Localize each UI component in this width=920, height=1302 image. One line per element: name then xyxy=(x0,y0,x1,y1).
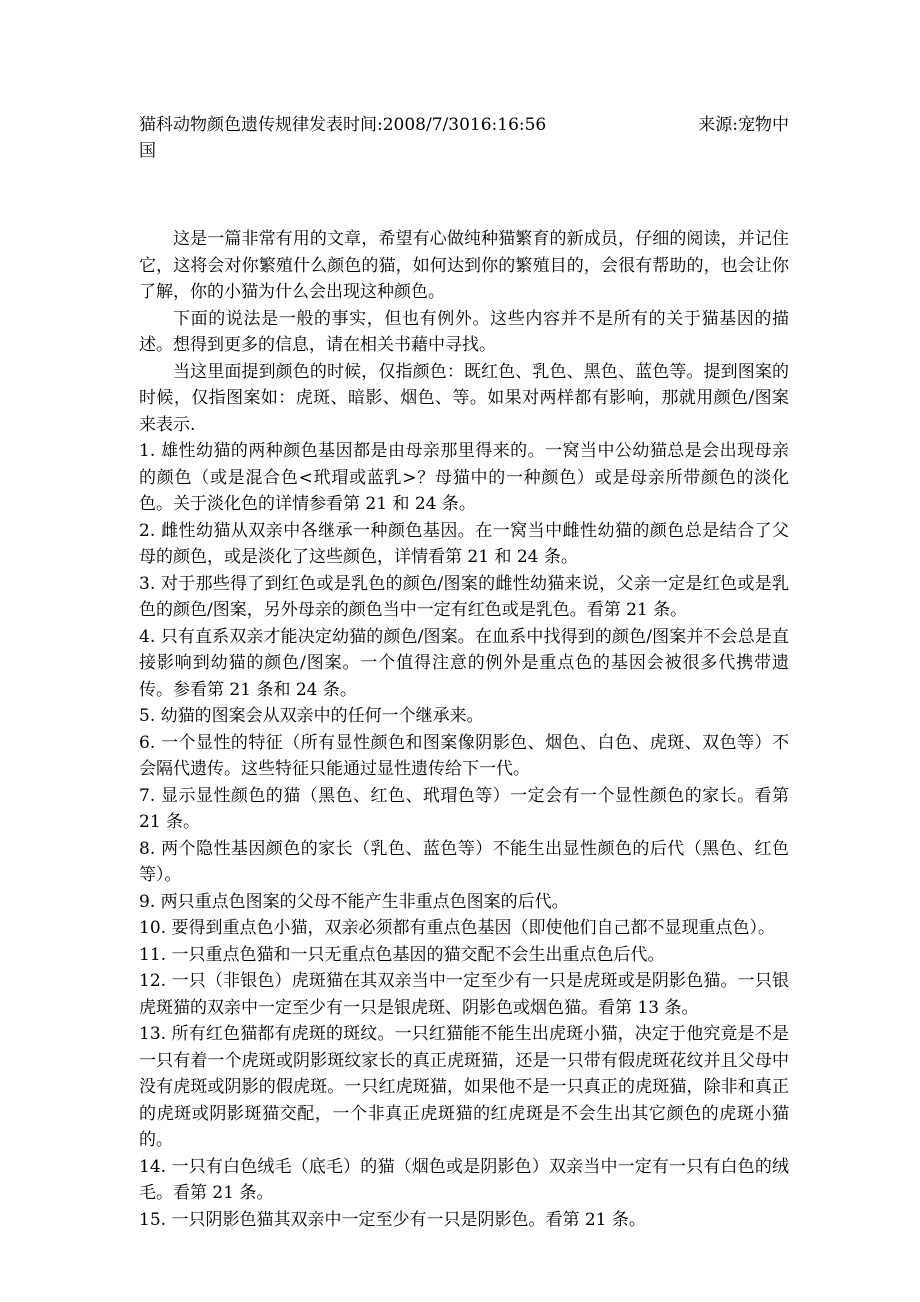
rule-item: 1. 雄性幼猫的两种颜色基因都是由母亲那里得来的。一窝当中公幼猫总是会出现母亲的颜色（或是混合色<玳瑁或蓝乳>？母猫中的一种颜色）或是母亲所带颜色的淡化色。关于淡化色的详情参看第 21 和 24 条。 xyxy=(139,441,789,514)
intro-paragraph: 下面的说法是一般的事实，但也有例外。这些内容并不是所有的关于猫基因的描述。想得到更多的信息，请在相关书藉中寻找。 xyxy=(139,308,789,355)
article-source: 来源:宠物中 xyxy=(698,115,789,135)
rule-item: 9. 两只重点色图案的父母不能产生非重点色图案的后代。 xyxy=(139,891,569,912)
article-body xyxy=(139,226,789,1233)
rule-item: 10. 要得到重点色小猫，双亲必须都有重点色基因（即使他们自己都不显现重点色）。 xyxy=(139,918,775,938)
rule-item: 8. 两个隐性基因颜色的家长（乳色、蓝色等）不能生出显性颜色的后代（黑色、红色等）。 xyxy=(139,838,789,885)
rule-item: 11. 一只重点色猫和一只无重点色基因的猫交配不会生出重点色后代。 xyxy=(139,944,665,965)
rule-item: 14. 一只有白色绒毛（底毛）的猫（烟色或是阴影色）双亲当中一定有一只有白色的绒毛。看第 21 条。 xyxy=(139,1156,789,1203)
header-row xyxy=(139,112,789,138)
rule-item: 7. 显示显性颜色的猫（黑色、红色、玳瑁色等）一定会有一个显性颜色的家长。看第 21 条。 xyxy=(139,785,789,832)
rule-item: 15. 一只阴影色猫其双亲中一定至少有一只是阴影色。看第 21 条。 xyxy=(139,1209,646,1230)
rule-item: 2. 雌性幼猫从双亲中各继承一种颜色基因。在一窝当中雌性幼猫的颜色总是结合了父母的颜色，或是淡化了这些颜色，详情看第 21 和 24 条。 xyxy=(139,520,789,567)
rule-item: 5. 幼猫的图案会从双亲中的任何一个继承来。 xyxy=(139,706,484,726)
article-title: 猫科动物颜色遗传规律发表时间:2008/7/3016:16:56 xyxy=(139,115,547,135)
intro-paragraph: 这是一篇非常有用的文章，希望有心做纯种猫繁育的新成员，仔细的阅读，并记住它，这将会对你繁殖什么颜色的猫，如何达到你的繁殖目的，会很有帮助的，也会让你了解，你的小猫为什么会出现这种颜色。 xyxy=(139,229,789,302)
article-header xyxy=(139,112,789,164)
rule-item: 12. 一只（非银色）虎斑猫在其双亲当中一定至少有一只是虎斑或是阴影色猫。一只银虎斑猫的双亲中一定至少有一只是银虎斑、阴影色或烟色猫。看第 13 条。 xyxy=(139,971,789,1018)
rule-item: 6. 一个显性的特征（所有显性颜色和图案像阴影色、烟色、白色、虎斑、双色等）不会隔代遗传。这些特征只能通过显性遗传给下一代。 xyxy=(139,732,789,779)
rule-item: 4. 只有直系双亲才能决定幼猫的颜色/图案。在血系中找得到的颜色/图案并不会总是直接影响到幼猫的颜色/图案。一个值得注意的例外是重点色的基因会被很多代携带遗传。参看第 21 条和 24 条。 xyxy=(139,626,789,700)
intro-paragraph: 当这里面提到颜色的时候，仅指颜色：既红色、乳色、黑色、蓝色等。提到图案的时候，仅指图案如：虎斑、暗影、烟色、等。如果对两样都有影响，那就用颜色/图案来表示. xyxy=(139,361,789,435)
rule-item: 3. 对于那些得了到红色或是乳色的颜色/图案的雌性幼猫来说，父亲一定是红色或是乳色的颜色/图案，另外母亲的颜色当中一定有红色或是乳色。看第 21 条。 xyxy=(139,573,789,620)
article-source-continued: 国 xyxy=(139,141,156,161)
rule-item: 13. 所有红色猫都有虎斑的斑纹。一只红猫能不能生出虎斑小猫，决定于他究竟是不是一只有着一个虎斑或阴影斑纹家长的真正虎斑猫，还是一只带有假虎斑花纹并且父母中没有虎斑或阴影的假虎斑。一只红虎斑猫，如果他不是一只真正的虎斑猫，除非和真正的虎斑或阴影斑猫交配，一个非真正虎斑猫的红虎斑是不会生出其它颜色的虎斑小猫的。 xyxy=(139,1024,789,1150)
